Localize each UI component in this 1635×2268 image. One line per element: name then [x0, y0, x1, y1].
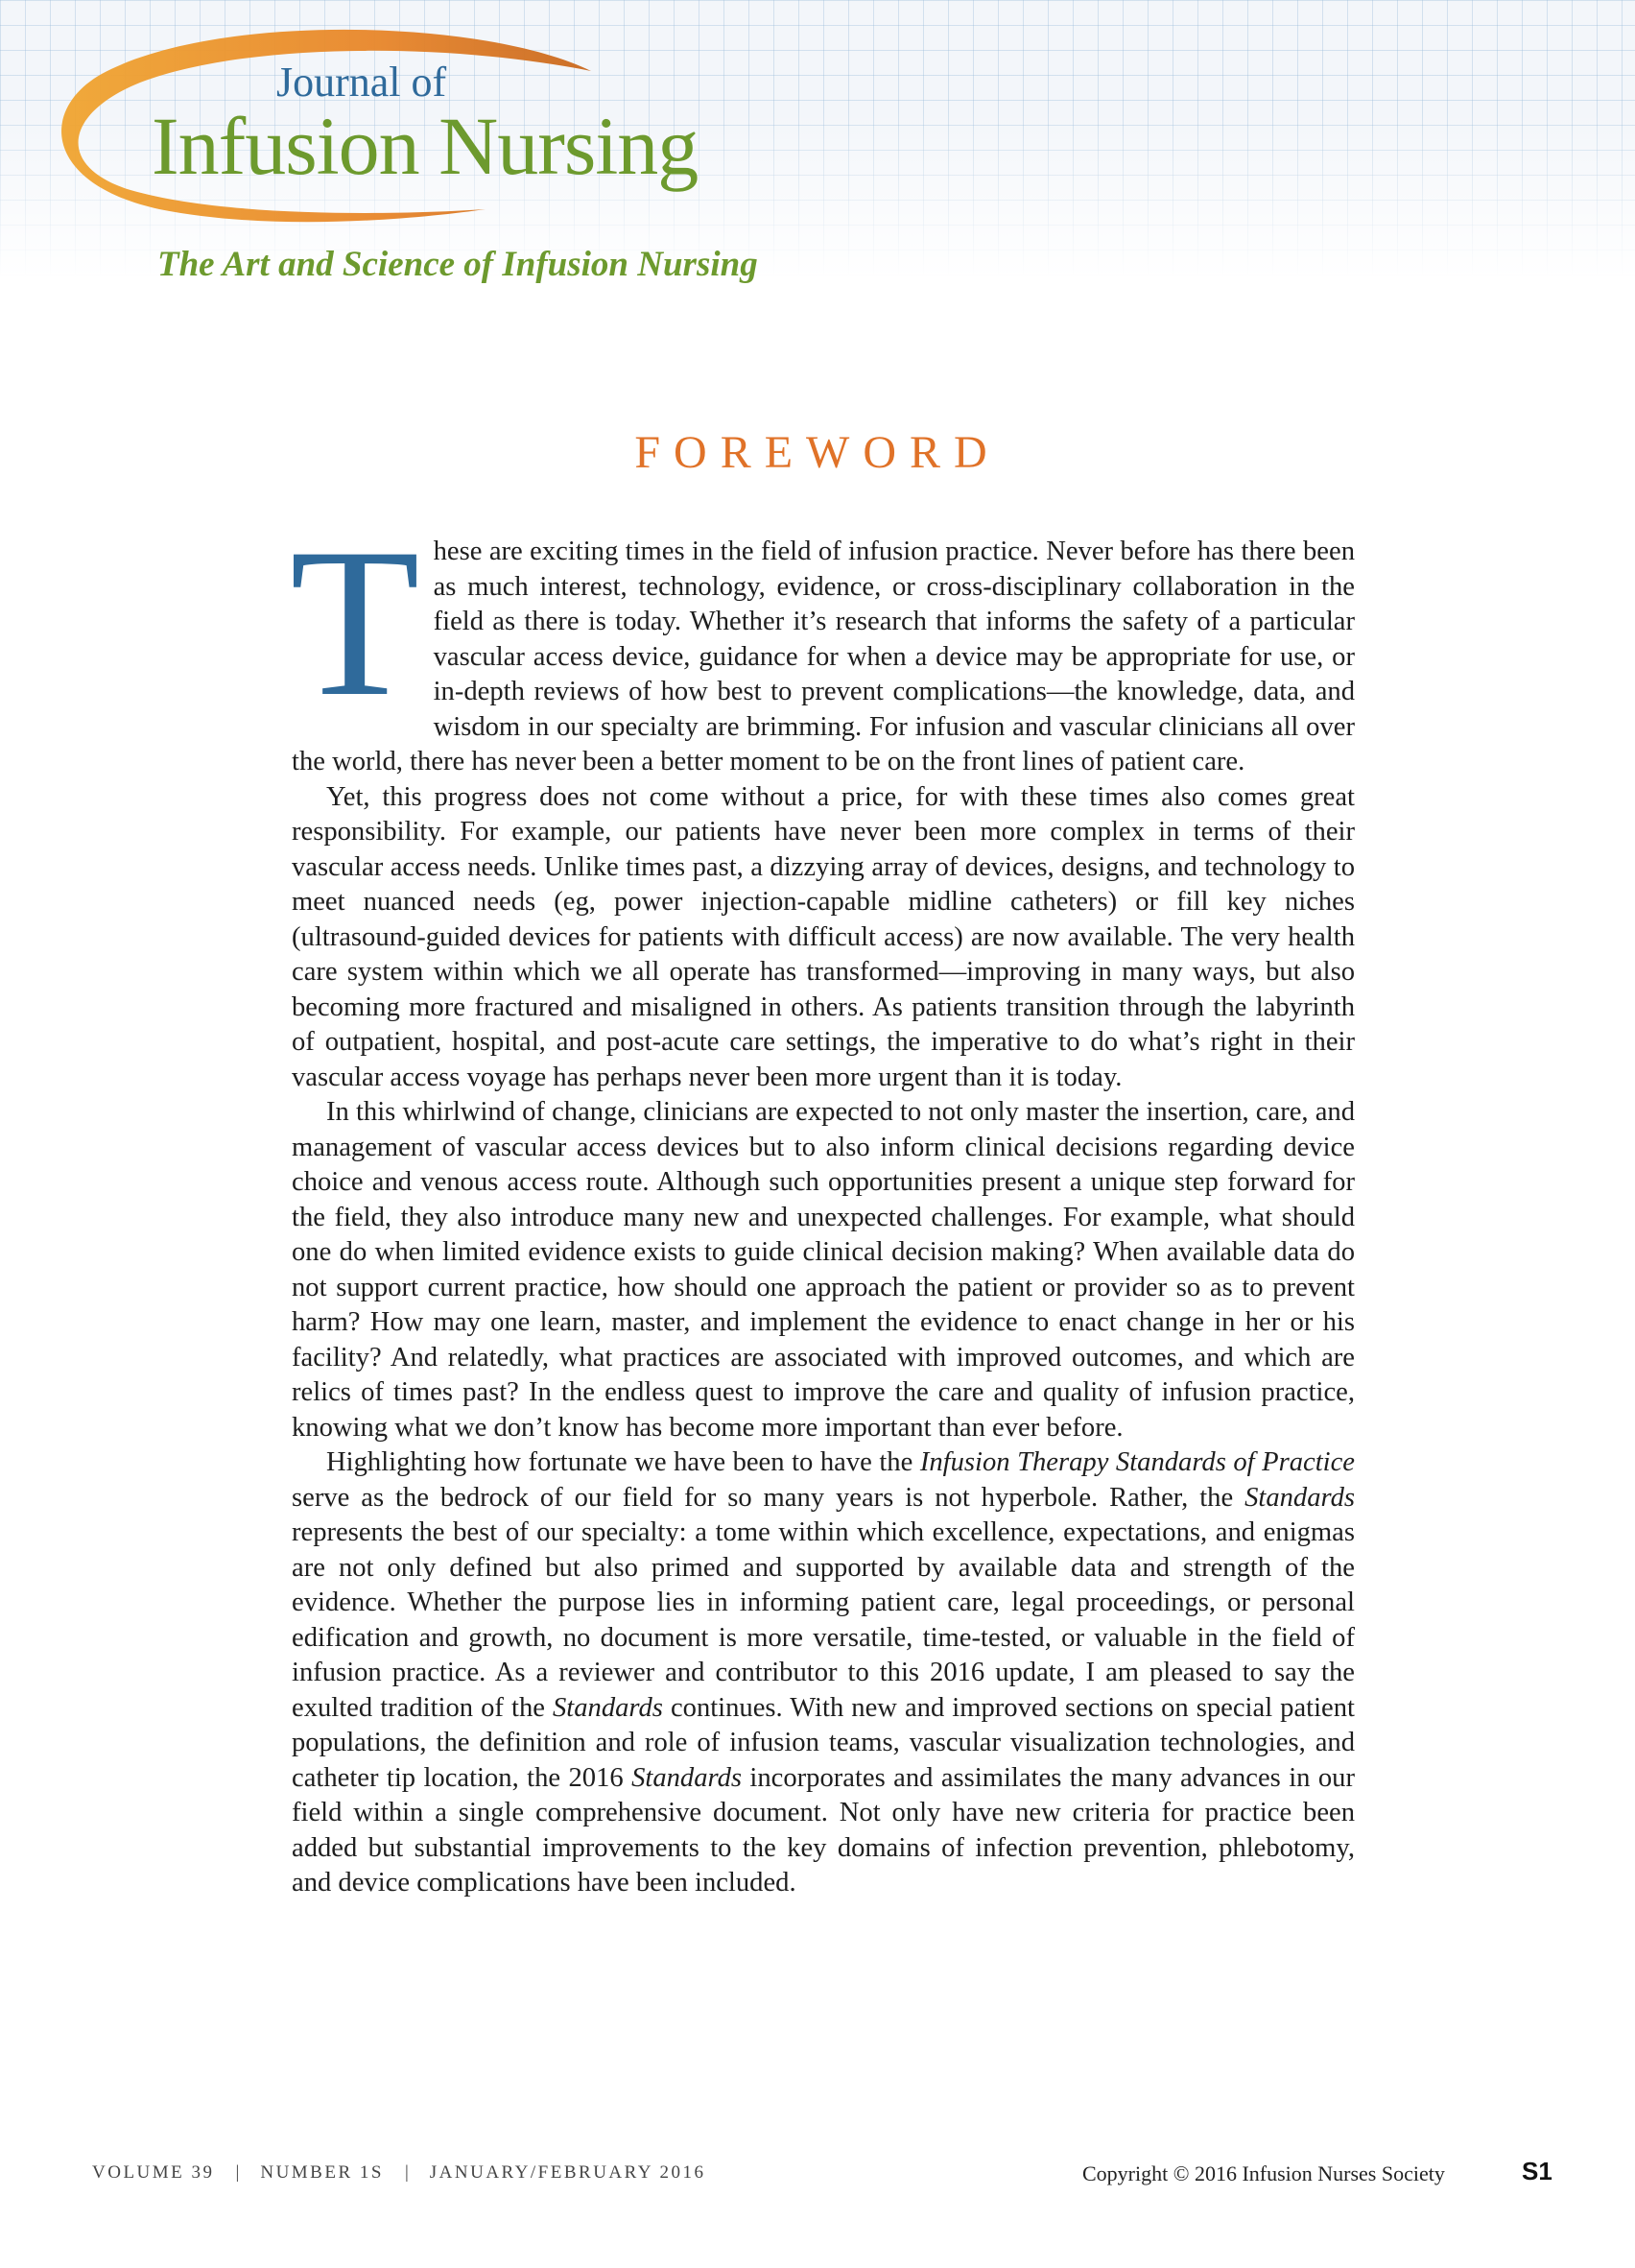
drop-cap: T [290, 505, 420, 741]
footer-volume: VOLUME 39 [92, 2162, 215, 2183]
journal-tagline: The Art and Science of Infusion Nursing [157, 245, 758, 284]
footer-number: NUMBER 1S [260, 2162, 384, 2183]
text-run: Yet, this progress does not come without a price, for with these times also comes great responsibility. For example, our patients have never been more complex in terms of their vascular access needs. Unlike times past, a dizzying array of devices, designs, and technology to meet nuanced needs (eg, power injection-capable midline catheters) or fill key niches (ultrasound-guided devices for patients with difficult access) are now available. The very health care system within which we all operate has transformed—improving in many ways, but also becoming more fractured and misaligned in others. As patients transition through the labyrinth of outpatient, hospital, and post-acute care settings, the imperative to do what’s right in their vascular access voyage has perhaps never been more urgent than it is today. [292, 781, 1355, 1092]
article-body [290, 505, 1355, 1901]
italic-title: Infusion Therapy Standards of Practice [919, 1447, 1355, 1477]
article-paragraph [292, 1445, 1355, 1901]
footer-date: JANUARY/FEBRUARY 2016 [429, 2162, 706, 2183]
text-run: hese are exciting times in the field of infusion practice. Never before has there been as much interest, technology, evidence, or cross-disciplinary collaboration in the field as there is today. Whether it’s research that informs the safety of a particular vascular access device, guidance for when a device may be appropriate for use, or in-depth reviews of how best to prevent complications—the knowledge, data, and wisdom in our specialty are brimming. For infusion and vascular clinicians all over the world, there has never been a better moment to be on the front lines of patient care. [292, 537, 1355, 776]
text-run: represents the best of our specialty: a tome within which excellence, expectations, and enigmas are not only defined but also primed and supported by available data and strength of the evidence. Whether the purpose lies in informing patient care, legal proceedings, or personal edification and growth, no document is more versatile, time-tested, or valuable in the field of infusion practice. As a reviewer and contributor to this 2016 update, I am pleased to say the exulted tradition of the [292, 1517, 1355, 1723]
footer-copyright: Copyright © 2016 Infusion Nurses Society [1082, 2161, 1445, 2185]
page-number: S1 [1522, 2157, 1552, 2185]
italic-title: Standards [1244, 1482, 1355, 1513]
italic-title: Standards [552, 1692, 663, 1723]
text-run: incorporates and assimilates the many advances in our field within a single comprehensive document. Not only have new criteria for practice been added but substantial improvements to the key domains of infection prevention, phlebotomy, and device complications have been included. [292, 1762, 1355, 1898]
text-run: In this whirlwind of change, clinicians are expected to not only master the insertion, care, and management of vascular access devices but to also inform clinical decisions regarding device choice and venous access route. Although such opportunities present a unique step forward for the field, they also introduce many new and unexpected challenges. For example, what should one do when limited evidence exists to guide clinical decision making? When available data do not support current practice, how should one approach the patient or provider so as to prevent harm? How may one learn, master, and implement the evidence to enact change in her or his facility? And relatedly, what practices are associated with improved outcomes, and which are relics of times past? In the endless quest to improve the care and quality of infusion practice, knowing what we don’t know has become more important than ever before. [292, 1097, 1355, 1443]
footer-separator: | [404, 2162, 409, 2183]
footer-separator: | [235, 2162, 240, 2183]
article-paragraph [290, 505, 1355, 780]
section-title: FOREWORD [634, 427, 1001, 478]
article-paragraph [292, 780, 1355, 1096]
journal-name: Infusion Nursing [152, 100, 699, 192]
text-run: continues. With new and improved sections on special patient populations, the definition and role of infusion teams, vascular visualization technologies, and catheter tip location, the 2016 [292, 1692, 1355, 1793]
article-paragraph [292, 1095, 1355, 1445]
text-run: serve as the bedrock of our field for so many years is not hyperbole. Rather, the [292, 1482, 1245, 1513]
footer-issue-info [92, 2162, 706, 2184]
italic-title: Standards [631, 1762, 743, 1793]
text-run: Highlighting how fortunate we have been to have the [326, 1447, 920, 1477]
journal-of-label: Journal of [276, 59, 447, 106]
